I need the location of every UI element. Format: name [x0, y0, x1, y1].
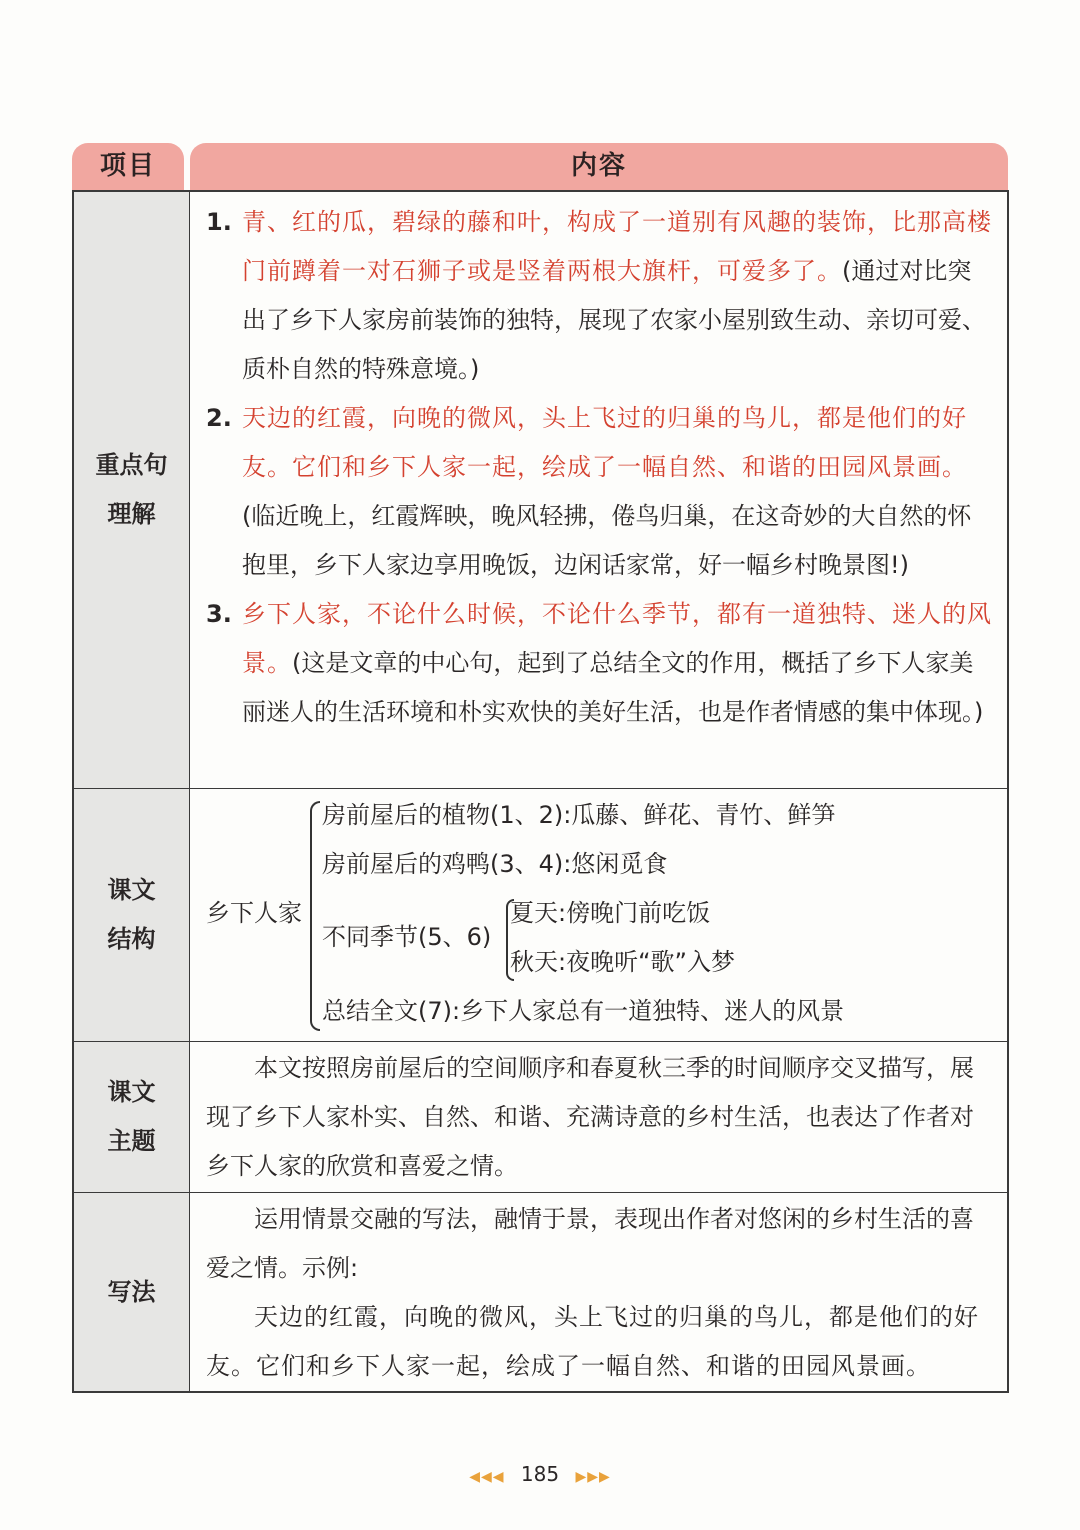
structure-sub-branch: 夏天:傍晚门前吃饭: [510, 899, 711, 927]
sentence-item: [206, 198, 995, 394]
item-number: 2.: [206, 404, 232, 432]
structure-branch: 不同季节(5、6): [322, 923, 492, 951]
structure-branch: 总结全文(7):乡下人家总有一道独特、迷人的风景: [322, 997, 845, 1025]
page-footer: [0, 1462, 1080, 1486]
label-key-sentences-line2: 理解: [107, 500, 156, 528]
summary-table: [72, 190, 1009, 1393]
main-brace: [310, 801, 320, 1031]
label-structure: [74, 789, 190, 1041]
header-item-cell: [72, 143, 184, 190]
row-key-sentences: [74, 192, 1007, 788]
structure-branch: 房前屋后的植物(1、2):瓜藤、鲜花、青竹、鲜笋: [322, 801, 836, 829]
quote-text: 乡下人家，不论什么时候，不论什么季节，都有一道独特、迷人的风景。: [242, 600, 992, 677]
row-theme: [74, 1041, 1007, 1192]
next-arrows-icon: ▶▶▶: [575, 1469, 611, 1485]
label-key-sentences-line1: 重点句: [95, 451, 168, 479]
structure-diagram: [206, 791, 995, 1036]
page-number: 185: [520, 1462, 560, 1486]
theme-text: 本文按照房前屋后的空间顺序和春夏秋三季的时间顺序交叉描写，展现了乡下人家朴实、自然、和谐、充满诗意的乡村生活，也表达了作者对乡下人家的欣赏和喜爱之情。: [206, 1054, 974, 1180]
note-text: (临近晚上，红霞辉映，晚风轻拂，倦鸟归巢，在这奇妙的大自然的怀抱里，乡下人家边享用晚饭，边闲话家常，好一幅乡村晚景图!): [242, 502, 972, 579]
prev-arrows-icon: ◀◀◀: [469, 1469, 505, 1485]
label-theme: [74, 1042, 190, 1192]
label-key-sentences: [74, 192, 190, 788]
label-structure-line2: 结构: [107, 925, 156, 953]
content-key-sentences: [190, 192, 1007, 788]
label-structure-line1: 课文: [107, 876, 156, 904]
writing-example: 天边的红霞，向晚的微风，头上飞过的归巢的鸟儿，都是他们的好友。它们和乡下人家一起，绘成了一幅自然、和谐的田园风景画。: [206, 1303, 979, 1380]
item-number: 3.: [206, 600, 232, 628]
sentence-item: [206, 590, 995, 737]
writing-text: 运用情景交融的写法，融情于景，表现出作者对悠闲的乡村生活的喜爱之情。示例:: [206, 1205, 974, 1282]
header-item-label: 项目: [99, 151, 156, 181]
label-theme-line2: 主题: [107, 1127, 156, 1155]
label-theme-line1: 课文: [107, 1078, 156, 1106]
structure-sub-branch: 秋天:夜晚听“歌”入梦: [510, 948, 735, 976]
header-content-cell: [190, 143, 1008, 190]
content-writing: [190, 1193, 1007, 1391]
quote-text: 天边的红霞，向晚的微风，头上飞过的归巢的鸟儿，都是他们的好友。它们和乡下人家一起，绘成了一幅自然、和谐的田园风景画。: [242, 404, 967, 481]
quote-text: 青、红的瓜，碧绿的藤和叶，构成了一道别有风趣的装饰，比那高楼门前蹲着一对石狮子或是竖着两根大旗杆，可爱多了。: [242, 208, 992, 285]
row-writing: [74, 1192, 1007, 1391]
label-writing-text: 写法: [107, 1277, 156, 1306]
item-number: 1.: [206, 208, 232, 236]
row-structure: [74, 788, 1007, 1041]
header-content-label: 内容: [570, 151, 627, 181]
content-theme: [190, 1042, 1007, 1192]
content-structure: [190, 789, 1007, 1041]
structure-root: 乡下人家: [206, 899, 302, 927]
label-writing: [74, 1193, 190, 1391]
note-text: (通过对比突出了乡下人家房前装饰的独特，展现了农家小屋别致生动、亲切可爱、质朴自然的特殊意境。): [242, 257, 986, 383]
note-text: (这是文章的中心句，起到了总结全文的作用，概括了乡下人家美丽迷人的生活环境和朴实欢快的美好生活，也是作者情感的集中体现。): [242, 649, 984, 726]
sentence-item: [206, 394, 995, 590]
structure-branch: 房前屋后的鸡鸭(3、4):悠闲觅食: [322, 850, 668, 878]
